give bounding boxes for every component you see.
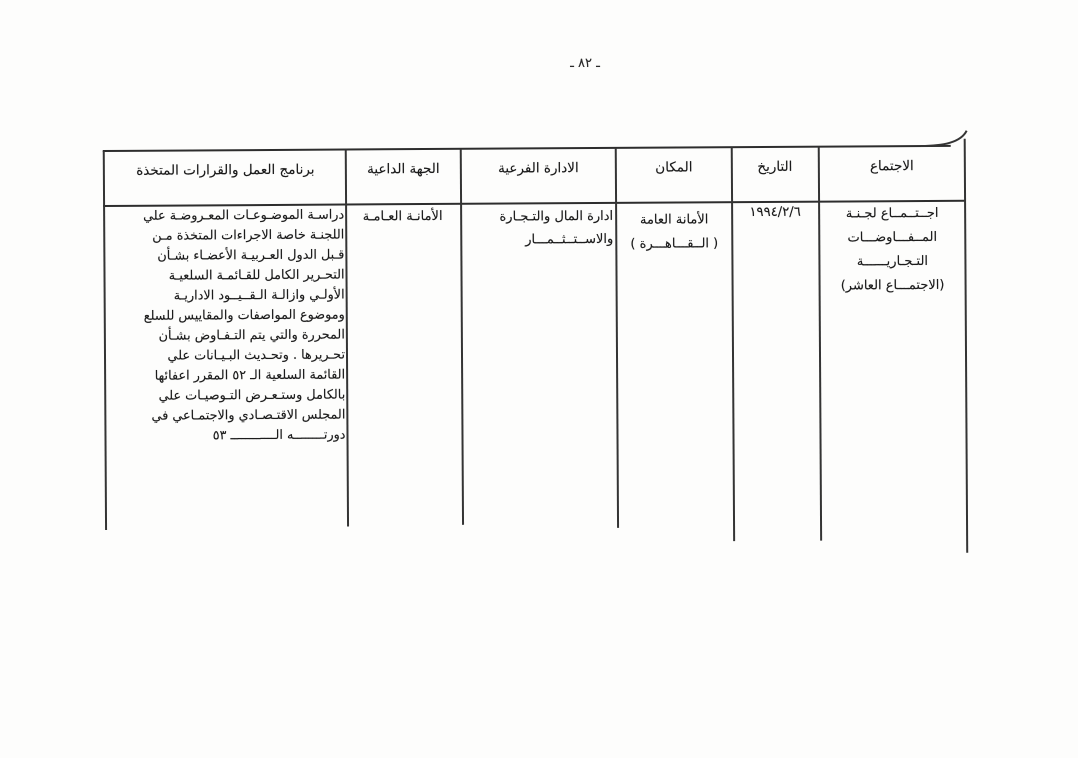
cell-sub-admin: ادارة المال والتـجـارة والاســتــثــمـــار [499,208,614,248]
col-divider-subadmin-place [615,148,619,528]
cell-place: الأمانة العامة ( الــقـــاهـــرة ) [630,212,719,252]
page-number: ـ ٨٢ ـ [570,56,600,71]
meetings-table [102,0,976,640]
cell-host: الأمانـة العـامـة [362,208,443,225]
cell-meeting: اجــتــمــاع لجـنـة المــفـــاوضـــات التـجـاريــــــة (الاجتمـــاع العاشر) [840,205,945,294]
header-cell-program: برنامج العمل والقرارات المتخذة [136,161,315,179]
cell-date: ١٩٩٤/٢/٦ [749,204,801,221]
header-cell-meeting: الاجتماع [869,158,914,175]
header-cell-date: التاريخ [757,158,793,176]
header-cell-sub-admin: الادارة الفرعية [498,160,579,177]
header-cell-host: الجهة الداعية [367,160,440,178]
table-right-border [964,139,968,553]
cell-program: دراسـة الموضـوعـات المعـروضـة علي اللجنـة خاصة الاجراءات المتخذة مـن قـبل الدول العـربيـة الأعضـاء بشـأن التحـرير الكامل للقـائمـة السلعيـة الأولـي وازالـة الـقــيــود الاداريـة وموضوع المواصفات والمقاييس للسلع المحررة والتي يتم التـفـاوض بشـأن تحـريرها . وتحـديث البـيـانات علي القائمة السلعية الـ ٥٢ المقرر اعفائها بالكامل وستـعـرض التـوصيـات علي المجلس الاقتـصـادي والاجتمـاعي في دورتــــــــه الــــــــــــ ٥٣ [143,207,346,444]
header-cell-place: المكان [655,159,693,176]
